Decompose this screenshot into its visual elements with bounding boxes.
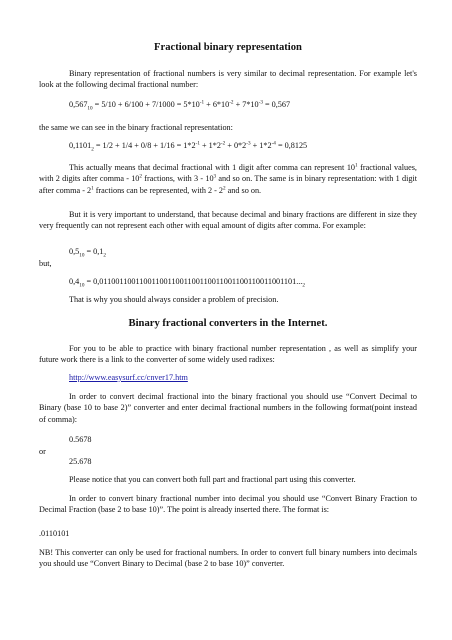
example-half: $0,5_{10} = 0,1_2$ — [69, 247, 106, 259]
binary-intro-text: the same we can see in the binary fractional representation: — [39, 123, 233, 132]
notice-paragraph: Please notice that you can convert both full part and fractional part using this converter. — [69, 475, 356, 484]
converter-link[interactable]: http://www.easysurf.cc/cnver17.htm — [69, 373, 188, 382]
important-paragraph: But it is very important to understand, that because decimal and binary fractions are different in size they very frequently can not represent each other with equal amount of digits after comma. For example: — [39, 210, 417, 231]
capacity-paragraph: This actually means that decimal fractional with 1 digit after comma can represent $10^1$ fractional values, with 2 digits after comma - $10^2$ fractions, with $3 - 10^3$ and so on. The same is in binary representation: with 1 digit after comma - $2^1$ fractions can be represented, with $2 - 2^2$ and so on. — [39, 162, 418, 195]
binary-example-formula: $0,1101_2 = 1/2 + 1/4 + 0/8 + 1/16 = 1*2^{-1} + 1*2^{-2} + 0*2^{-3} + 1*2^{-4} = 0,8125$ — [69, 140, 308, 153]
precision-note: That is why you should always consider a problem of precision. — [69, 295, 279, 304]
section-title: Fractional binary representation — [154, 42, 302, 53]
but-label: but, — [39, 259, 52, 268]
or-label: or — [39, 447, 46, 456]
intro-paragraph: Binary representation of fractional numbers is very similar to decimal representation. For example let's look at the following decimal fractional number: — [39, 69, 417, 90]
example-repeating: $0,4_{10} = 0,0110011001100110011001100110011001100110011001101..._2$ — [69, 277, 305, 289]
decimal-to-binary-paragraph: In order to convert decimal fractional into the binary fractional you should use “Convert Decimal to Binary (base 10 to base 2)” converter and enter decimal fractional numbers in the following format(point instead of comma): — [39, 392, 417, 424]
example-value-2: 25.678 — [69, 457, 92, 466]
nb-note: NB! This converter can only be used for fractional numbers. In order to convert full binary numbers into decimals you should use “Convert Binary to Decimal (base 2 to base 10)” converter. — [39, 548, 417, 569]
section-title-converters: Binary fractional converters in the Internet. — [128, 318, 328, 329]
binary-to-decimal-paragraph: In order to convert binary fractional number into decimal you should use “Convert Binary Fraction to Decimal Fraction (base 2 to base 10)”. The point is already inserted there. The format is: — [39, 494, 417, 515]
example-value-3: .0110101 — [39, 529, 70, 538]
example-value-1: 0.5678 — [69, 435, 92, 444]
converter-link-line — [69, 372, 188, 383]
decimal-example-formula: $0,567_{10} = 5/10 + 6/100 + 7/1000 = 5*10^{-1} + 6*10^{-2} + 7*10^{-3} = 0,567$ — [69, 99, 291, 112]
converters-intro: For you to be able to practice with binary fractional number representation , as well as simplify your future work there is a link to the converter of some widely used radixes: — [39, 344, 417, 365]
